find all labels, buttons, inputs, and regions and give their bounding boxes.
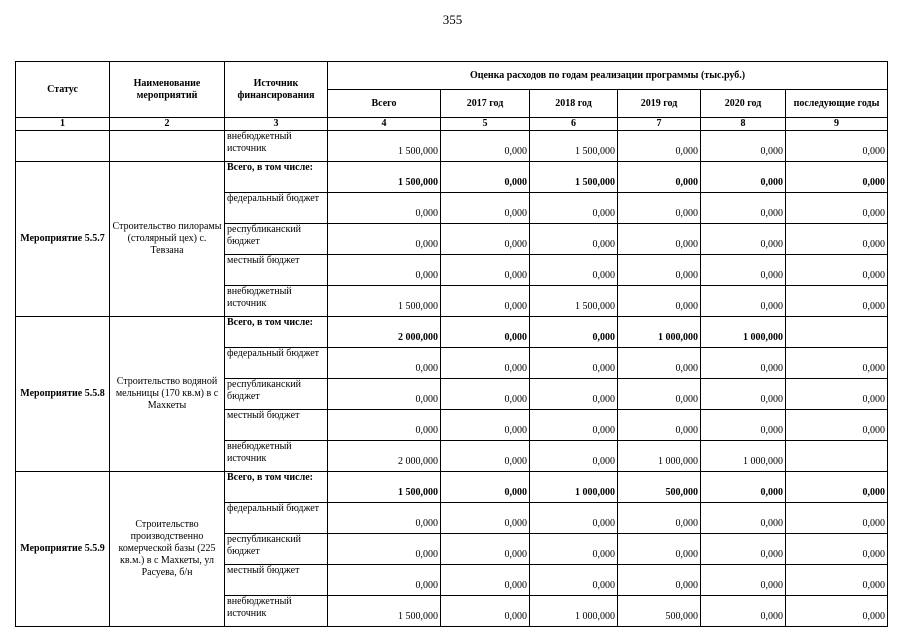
- value-cell: 1 000,000: [701, 441, 786, 472]
- value-cell: 0,000: [328, 379, 441, 410]
- page-number: 355: [442, 12, 463, 27]
- value-cell: 0,000: [530, 503, 618, 534]
- header-2017: 2017 год: [441, 90, 530, 118]
- value-cell: 0,000: [530, 565, 618, 596]
- value-cell: 0,000: [530, 224, 618, 255]
- source-cell: внебюджетный источник: [225, 286, 328, 317]
- source-cell: республиканский бюджет: [225, 534, 328, 565]
- value-cell: 0,000: [701, 503, 786, 534]
- col-number: 8: [701, 118, 786, 131]
- value-cell: 1 000,000: [530, 596, 618, 627]
- status-cell: [16, 131, 110, 162]
- value-cell: 500,000: [618, 596, 701, 627]
- value-cell: 0,000: [786, 286, 888, 317]
- value-cell: 1 000,000: [701, 317, 786, 348]
- value-cell: 0,000: [441, 348, 530, 379]
- value-cell: 0,000: [786, 255, 888, 286]
- value-cell: 0,000: [701, 472, 786, 503]
- value-cell: 0,000: [618, 534, 701, 565]
- value-cell: 0,000: [441, 410, 530, 441]
- value-cell: 0,000: [786, 503, 888, 534]
- header-status: Статус: [16, 62, 110, 118]
- value-cell: 0,000: [701, 224, 786, 255]
- value-cell: 0,000: [328, 565, 441, 596]
- value-cell: 0,000: [786, 224, 888, 255]
- header-later: последующие годы: [786, 90, 888, 118]
- value-cell: 1 000,000: [618, 317, 701, 348]
- col-number: 2: [110, 118, 225, 131]
- table-row: [16, 317, 888, 348]
- source-cell: республиканский бюджет: [225, 379, 328, 410]
- value-cell: 0,000: [441, 534, 530, 565]
- column-number-row: [16, 118, 888, 131]
- source-cell: федеральный бюджет: [225, 193, 328, 224]
- value-cell: 0,000: [441, 286, 530, 317]
- value-cell: 0,000: [441, 441, 530, 472]
- source-cell: местный бюджет: [225, 255, 328, 286]
- value-cell: 0,000: [441, 131, 530, 162]
- value-cell: 0,000: [618, 565, 701, 596]
- source-cell: федеральный бюджет: [225, 503, 328, 534]
- col-number: 5: [441, 118, 530, 131]
- name-cell: Строительство водяной мельницы (170 кв.м) в с Махкеты: [110, 317, 225, 472]
- value-cell: 1 500,000: [328, 131, 441, 162]
- table-row: [16, 131, 888, 162]
- value-cell: 0,000: [701, 565, 786, 596]
- value-cell: 1 500,000: [530, 286, 618, 317]
- value-cell: 1 500,000: [328, 162, 441, 193]
- value-cell: 0,000: [441, 596, 530, 627]
- value-cell: 0,000: [786, 162, 888, 193]
- status-cell: Мероприятие 5.5.9: [16, 472, 110, 627]
- header-total: Всего: [328, 90, 441, 118]
- value-cell: 0,000: [701, 410, 786, 441]
- value-cell: 0,000: [530, 193, 618, 224]
- value-cell: 0,000: [441, 565, 530, 596]
- value-cell: 0,000: [618, 286, 701, 317]
- value-cell: 0,000: [530, 441, 618, 472]
- value-cell: 0,000: [441, 193, 530, 224]
- value-cell: 0,000: [441, 317, 530, 348]
- value-cell: [786, 441, 888, 472]
- value-cell: 0,000: [530, 255, 618, 286]
- value-cell: 1 500,000: [328, 596, 441, 627]
- source-cell: внебюджетный источник: [225, 441, 328, 472]
- value-cell: 0,000: [786, 565, 888, 596]
- value-cell: 0,000: [530, 379, 618, 410]
- col-number: 9: [786, 118, 888, 131]
- value-cell: 0,000: [618, 503, 701, 534]
- source-cell: Всего, в том числе:: [225, 162, 328, 193]
- value-cell: 0,000: [328, 534, 441, 565]
- value-cell: 1 500,000: [328, 472, 441, 503]
- source-cell: местный бюджет: [225, 565, 328, 596]
- header-estimate: Оценка расходов по годам реализации программы (тыс.руб.): [328, 62, 888, 90]
- value-cell: 0,000: [786, 131, 888, 162]
- budget-table: [15, 61, 888, 627]
- header-2019: 2019 год: [618, 90, 701, 118]
- value-cell: 0,000: [618, 162, 701, 193]
- value-cell: 0,000: [618, 224, 701, 255]
- value-cell: 0,000: [701, 596, 786, 627]
- col-number: 4: [328, 118, 441, 131]
- value-cell: 0,000: [618, 255, 701, 286]
- value-cell: 0,000: [701, 348, 786, 379]
- value-cell: 0,000: [701, 286, 786, 317]
- source-cell: внебюджетный источник: [225, 596, 328, 627]
- value-cell: 0,000: [441, 379, 530, 410]
- source-cell: Всего, в том числе:: [225, 317, 328, 348]
- value-cell: 0,000: [441, 255, 530, 286]
- value-cell: 0,000: [786, 596, 888, 627]
- value-cell: 1 000,000: [618, 441, 701, 472]
- value-cell: 0,000: [328, 193, 441, 224]
- col-number: 7: [618, 118, 701, 131]
- table-row: [16, 472, 888, 503]
- col-number: 1: [16, 118, 110, 131]
- value-cell: 0,000: [328, 410, 441, 441]
- value-cell: 0,000: [701, 255, 786, 286]
- value-cell: [786, 317, 888, 348]
- source-cell: республиканский бюджет: [225, 224, 328, 255]
- header-source: Источник финансирования: [225, 62, 328, 118]
- value-cell: 1 500,000: [530, 162, 618, 193]
- name-cell: Строительство пилорамы (столярный цех) с. Тевзана: [110, 162, 225, 317]
- col-number: 6: [530, 118, 618, 131]
- value-cell: 0,000: [701, 534, 786, 565]
- header-2020: 2020 год: [701, 90, 786, 118]
- value-cell: 0,000: [618, 193, 701, 224]
- status-cell: Мероприятие 5.5.8: [16, 317, 110, 472]
- value-cell: 500,000: [618, 472, 701, 503]
- value-cell: 0,000: [328, 348, 441, 379]
- value-cell: 0,000: [786, 410, 888, 441]
- header-2018: 2018 год: [530, 90, 618, 118]
- name-cell: Строительство производственно комерческой базы (225 кв.м.) в с Махкеты, ул Расуева, б/н: [110, 472, 225, 627]
- value-cell: 0,000: [530, 410, 618, 441]
- value-cell: 0,000: [441, 224, 530, 255]
- value-cell: 1 000,000: [530, 472, 618, 503]
- value-cell: 0,000: [618, 379, 701, 410]
- value-cell: 0,000: [786, 472, 888, 503]
- value-cell: 0,000: [618, 410, 701, 441]
- col-number: 3: [225, 118, 328, 131]
- source-cell: Всего, в том числе:: [225, 472, 328, 503]
- value-cell: 0,000: [701, 131, 786, 162]
- name-cell: [110, 131, 225, 162]
- value-cell: 0,000: [441, 472, 530, 503]
- source-cell: местный бюджет: [225, 410, 328, 441]
- value-cell: 0,000: [701, 162, 786, 193]
- source-cell: федеральный бюджет: [225, 348, 328, 379]
- value-cell: 0,000: [530, 348, 618, 379]
- value-cell: 1 500,000: [530, 131, 618, 162]
- value-cell: 0,000: [328, 255, 441, 286]
- value-cell: 0,000: [701, 379, 786, 410]
- value-cell: 2 000,000: [328, 441, 441, 472]
- value-cell: 0,000: [530, 534, 618, 565]
- value-cell: 2 000,000: [328, 317, 441, 348]
- value-cell: 0,000: [786, 534, 888, 565]
- value-cell: 0,000: [530, 317, 618, 348]
- status-cell: Мероприятие 5.5.7: [16, 162, 110, 317]
- value-cell: 0,000: [328, 224, 441, 255]
- value-cell: 0,000: [618, 131, 701, 162]
- value-cell: 0,000: [441, 503, 530, 534]
- table-row: [16, 162, 888, 193]
- value-cell: 0,000: [618, 348, 701, 379]
- value-cell: 0,000: [786, 348, 888, 379]
- value-cell: 0,000: [328, 503, 441, 534]
- source-cell: внебюджетный источник: [225, 131, 328, 162]
- value-cell: 1 500,000: [328, 286, 441, 317]
- value-cell: 0,000: [786, 379, 888, 410]
- header-name: Наименование мероприятий: [110, 62, 225, 118]
- value-cell: 0,000: [441, 162, 530, 193]
- value-cell: 0,000: [786, 193, 888, 224]
- value-cell: 0,000: [701, 193, 786, 224]
